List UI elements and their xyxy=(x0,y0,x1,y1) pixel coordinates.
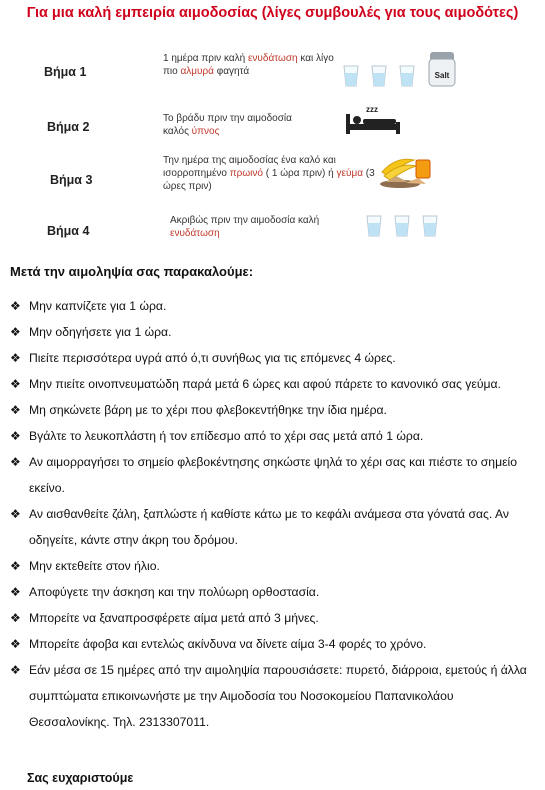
diamond-bullet-icon: ❖ xyxy=(10,455,21,469)
diamond-bullet-icon: ❖ xyxy=(10,299,21,313)
page-title: Για μια καλή εμπειρία αιμοδοσίας (λίγες συμβουλές για τους αιμοδότες) xyxy=(26,5,519,21)
diamond-bullet-icon: ❖ xyxy=(10,611,21,625)
water-glass-icon xyxy=(342,64,360,88)
after-donation-heading: Μετά την αιμοληψία σας παρακαλούμε: xyxy=(10,264,254,279)
list-item: ❖ Μπορείτε να ξαναπροσφέρετε αίμα μετά από 3 μήνες. xyxy=(10,605,530,631)
step-3 xyxy=(0,152,545,196)
diamond-bullet-icon: ❖ xyxy=(10,377,21,391)
water-glass-icon xyxy=(421,214,439,238)
diamond-bullet-icon: ❖ xyxy=(10,507,21,521)
list-item: ❖ Αποφύγετε την άσκηση και την πολύωρη ορθοστασία. xyxy=(10,579,530,605)
list-item: ❖ Αν αισθανθείτε ζάλη, ξαπλώστε ή καθίστε κάτω με το κεφάλι ανάμεσα στα γόνατά σας. Αν οδηγείτε, κάντε στην άκρη του δρόμου. xyxy=(10,501,530,553)
diamond-bullet-icon: ❖ xyxy=(10,351,21,365)
svg-text:zzz: zzz xyxy=(366,105,378,114)
step-1-icons xyxy=(342,50,458,88)
step-instruction: 1 ημέρα πριν καλή ενυδάτωση και λίγο πιο αλμυρά φαγητά xyxy=(163,53,334,77)
diamond-bullet-icon: ❖ xyxy=(10,559,21,573)
list-item: ❖ Μην οδηγήσετε για 1 ώρα. xyxy=(10,319,530,345)
highlight-hydration: ενυδάτωση xyxy=(170,228,220,239)
diamond-bullet-icon: ❖ xyxy=(10,429,21,443)
step-2 xyxy=(0,104,545,148)
list-item: ❖ Μην πιείτε οινοπνευματώδη παρά μετά 6 ώρες και αφού πάρετε το κανονικό σας γεύμα. xyxy=(10,371,530,397)
list-item: ❖ Αν αιμορραγήσει το σημείο φλεβοκέντησης σηκώστε ψηλά το χέρι σας και πιέστε το σημείο εκείνο. xyxy=(10,449,530,501)
highlight-sleep: ύπνος xyxy=(191,126,220,137)
step-4 xyxy=(0,208,545,252)
highlight-meal: γεύμα xyxy=(336,168,363,179)
highlight-hydration: ενυδάτωση xyxy=(247,53,298,64)
diamond-bullet-icon: ❖ xyxy=(10,585,21,599)
step-2-icons xyxy=(344,104,402,136)
step-3-icons xyxy=(376,154,436,190)
water-glass-icon xyxy=(393,214,411,238)
diamond-bullet-icon: ❖ xyxy=(10,663,21,677)
closing-thanks: Σας ευχαριστούμε xyxy=(27,771,134,785)
step-instruction: Ακριβώς πριν την αιμοδοσία καλή ενυδάτωση xyxy=(170,215,320,239)
step-label: Βήμα 4 xyxy=(47,224,90,238)
step-label: Βήμα 3 xyxy=(50,173,93,187)
list-item: ❖ Εάν μέσα σε 15 ημέρες από την αιμοληψία παρουσιάσετε: πυρετό, διάρροια, εμετούς ή άλλα συμπτώματα επικοινωνήστε με την Αιμοδοσία του Νοσοκομείου Παπανικολάου Θεσσαλονίκης. Τηλ. 2313307011. xyxy=(10,657,530,735)
water-glass-icon xyxy=(370,64,388,88)
step-4-icons xyxy=(365,214,439,238)
highlight-salty: αλμυρά xyxy=(180,66,214,77)
sleeping-bed-icon xyxy=(344,104,402,136)
list-item: ❖ Μη σηκώνετε βάρη με το χέρι που φλεβοκεντήθηκε την ίδια ημέρα. xyxy=(10,397,530,423)
list-item: ❖ Μπορείτε άφοβα και εντελώς ακίνδυνα να δίνετε αίμα 3-4 φορές το χρόνο. xyxy=(10,631,530,657)
diamond-bullet-icon: ❖ xyxy=(10,325,21,339)
list-item: ❖ Μην εκτεθείτε στον ήλιο. xyxy=(10,553,530,579)
breakfast-icon xyxy=(376,154,436,190)
diamond-bullet-icon: ❖ xyxy=(10,403,21,417)
diamond-bullet-icon: ❖ xyxy=(10,637,21,651)
highlight-breakfast: πρωινό xyxy=(229,168,263,179)
step-instruction: Την ημέρα της αιμοδοσίας ένα καλό και ισορροπημένο πρωινό ( 1 ώρα πριν) ή γεύμα (3 ώρες πριν) xyxy=(163,155,375,192)
list-item: ❖ Μην καπνίζετε για 1 ώρα. xyxy=(10,293,530,319)
water-glass-icon xyxy=(398,64,416,88)
step-label: Βήμα 1 xyxy=(44,65,87,79)
step-instruction: Το βράδυ πριν την αιμοδοσία καλός ύπνος xyxy=(163,113,292,137)
water-glass-icon xyxy=(365,214,383,238)
step-label: Βήμα 2 xyxy=(47,120,90,134)
svg-text:Salt: Salt xyxy=(434,71,450,80)
list-item: ❖ Πιείτε περισσότερα υγρά από ό,τι συνήθως για τις επόμενες 4 ώρες. xyxy=(10,345,530,371)
step-1 xyxy=(0,48,545,92)
salt-shaker-icon xyxy=(426,50,458,88)
advice-list xyxy=(10,293,530,735)
list-item: ❖ Βγάλτε το λευκοπλάστη ή τον επίδεσμο από το χέρι σας μετά από 1 ώρα. xyxy=(10,423,530,449)
